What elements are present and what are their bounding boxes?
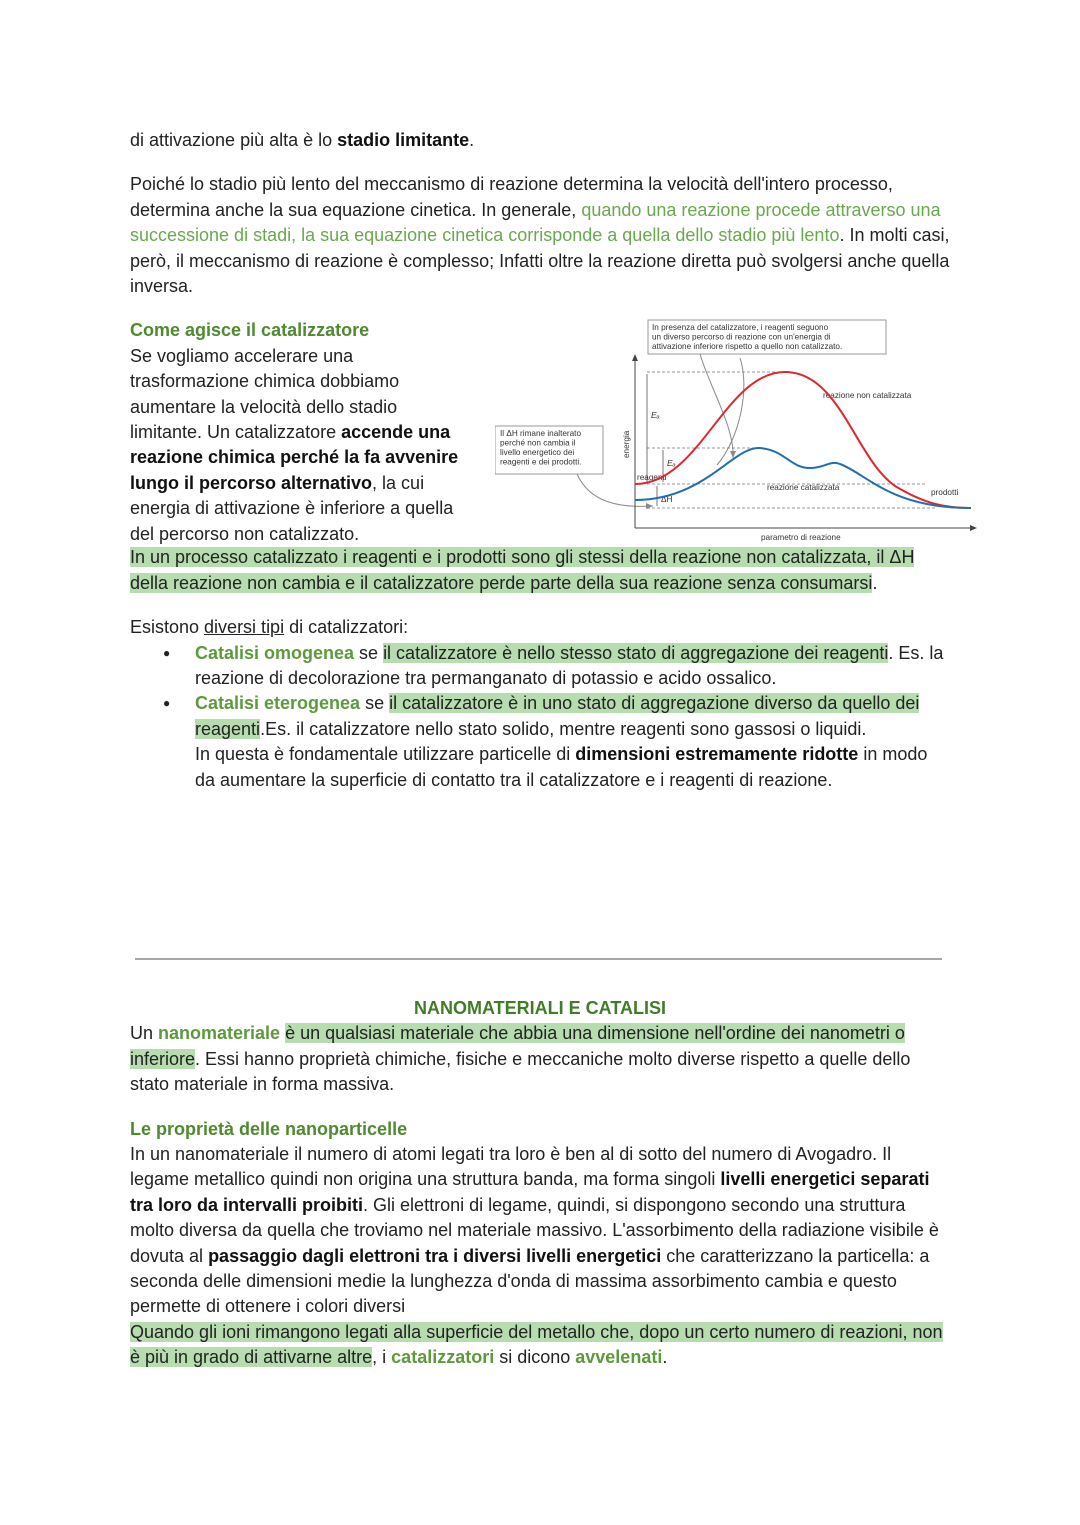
text: , i	[372, 1347, 392, 1368]
ea2-label: Eₐ	[667, 458, 676, 469]
paragraph-rate-equation	[130, 172, 950, 299]
section-title-nanomaterials: NANOMATERIALI E CATALISI	[414, 998, 666, 1018]
text: In un nanomateriale il numero di atomi legati tra loro è ben al di sotto del numero di Avogadro. Il legame metallico quindi non origina una struttura banda, ma forma singoli	[130, 1144, 892, 1190]
catalyst-section	[130, 318, 959, 563]
green-bold-text: nanomateriale	[158, 1023, 281, 1044]
highlighted-text: Quando gli ioni rimangono legati alla superficie del metallo che, dopo un certo numero di reazioni, non è più in grado di attivarne altre	[130, 1321, 943, 1368]
text: . Essi hanno proprietà chimiche, fisiche e meccaniche molto diverse rispetto a quelle dello stato materiale in forma massiva.	[130, 1048, 911, 1095]
section-heading-catalyst: Come agisce il catalizzatore	[130, 320, 370, 341]
top-note-arrow	[700, 354, 733, 458]
highlighted-text: il catalizzatore è nello stesso stato di aggregazione dei reagenti	[383, 642, 889, 663]
left-note-line-4: reagenti e dei prodotti.	[500, 457, 582, 467]
text: se	[360, 693, 390, 714]
section-heading-nanoparticle-properties: Le proprietà delle nanoparticelle	[130, 1118, 408, 1139]
left-note-line-1: Il ΔH rimane inalterato	[500, 429, 582, 439]
text: . In molti casi, però, il meccanismo di reazione è complesso; Infatti oltre la reazione diretta può svolgersi anche quella inversa.	[130, 225, 950, 297]
text: .	[469, 130, 475, 150]
green-bold-text: Catalisi omogenea	[195, 642, 355, 663]
bold-text: livelli energetici separati tra loro da intervalli proibiti	[130, 1169, 930, 1215]
text: . Es. la reazione di decolorazione tra permanganato di potassio e acido ossalico.	[195, 642, 944, 689]
paragraph-nanomaterial-definition	[130, 1021, 950, 1097]
bold-text: dimensioni estremamente ridotte	[575, 744, 859, 765]
bold-text: accende una reazione chimica perché la fa avvenire lungo il percorso alternativo	[130, 422, 459, 493]
bold-text: stadio limitante	[337, 130, 470, 150]
green-text: quando una reazione procede attraverso una successione di stadi, la sua equazione cinetica corrisponde a quella dello stadio più lento	[130, 199, 941, 246]
uncat-label: reazione non catalizzata	[823, 391, 912, 401]
text: .	[662, 1347, 668, 1368]
text: Poiché lo stadio più lento del meccanismo di reazione determina la velocità dell'intero processo, determina anche la sua equazione cinetica. In generale,	[130, 174, 893, 220]
ea-label: Eₐ	[651, 410, 660, 421]
text: .Es. il catalizzatore nello stato solido, mentre reagenti sono gassosi o liquidi.	[260, 718, 867, 739]
underlined-text: diversi tipi	[204, 617, 285, 638]
left-note-line-2: perché non cambia il	[500, 438, 576, 448]
text: Se vogliamo accelerare una trasformazione chimica dobbiamo aumentare la velocità dello stadio limitante. Un catalizzatore	[130, 345, 400, 443]
left-note-line-3: livello energetico dei	[500, 448, 575, 458]
energy-profile-diagram	[495, 318, 985, 550]
paragraph-limiting-step	[130, 128, 950, 153]
highlighted-text: In un processo catalizzato i reagenti e i prodotti sono gli stessi della reazione non catalizzata, il ΔH della reazione non cambia e il catalizzatore perde parte della sua reazione senza consumarsi	[130, 547, 915, 593]
text: , la cui energia di attivazione è inferiore a quella del percorso non catalizzato.	[130, 472, 454, 544]
horizontal-divider	[135, 958, 942, 960]
list-item-homogeneous	[195, 641, 950, 692]
prodotti-label: prodotti	[931, 488, 959, 498]
green-bold-text: catalizzatori	[391, 1347, 495, 1368]
top-note-line-3: attivazione inferiore rispetto a quello non catalizzato.	[652, 342, 843, 352]
text: .	[872, 572, 878, 593]
x-axis-label: parametro di reazione	[761, 533, 841, 543]
text: Esistono	[130, 617, 205, 638]
catalyst-paragraph	[130, 344, 460, 547]
top-note-line-2: un diverso percorso di reazione con un'energia di	[652, 332, 831, 342]
text: In questa è fondamentale utilizzare particelle di	[195, 744, 576, 765]
list-item-heterogeneous	[195, 691, 950, 793]
top-note-line-1: In presenza del catalizzatore, i reagenti seguono	[652, 323, 829, 333]
reagenti-label: reagenti	[637, 473, 667, 483]
catalyst-types-intro	[130, 615, 950, 640]
text: di catalizzatori:	[284, 617, 409, 638]
green-bold-text: Catalisi eterogenea	[195, 693, 361, 714]
text: che caratterizzano la particella: a seconda delle dimensioni medie la lunghezza d'onda di massima assorbimento cambia e questo permette di ottenere i colori diversi	[130, 1245, 930, 1317]
highlighted-text: è un qualsiasi materiale che abbia una dimensione nell'ordine dei nanometri o inferiore	[130, 1023, 905, 1069]
text: in modo da aumentare la superficie di contatto tra il catalizzatore e i reagenti di reazione.	[195, 744, 928, 790]
catalyst-types-list	[130, 641, 950, 793]
catalyst-text	[130, 318, 460, 547]
y-axis-label: energia	[622, 431, 631, 459]
y-axis-arrow	[632, 354, 638, 361]
text: se	[354, 642, 384, 663]
page-content	[130, 128, 959, 793]
top-note-arrow-2	[717, 358, 744, 465]
bold-text: passaggio dagli elettroni tra i diversi livelli energetici	[208, 1245, 662, 1266]
text: . Gli elettroni di legame, quindi, si dispongono secondo una struttura molto diversa da quella che troviamo nel materiale massivo. L'assorbimento della radiazione visibile è dovuta al	[130, 1194, 939, 1266]
text: di attivazione più alta è lo	[130, 130, 338, 150]
x-axis-arrow	[970, 525, 977, 531]
dh-label: ΔH	[661, 495, 673, 505]
cat-label: reazione catalizzata	[767, 483, 840, 493]
nanomaterials-section	[130, 996, 950, 1371]
text: Un	[130, 1023, 159, 1044]
highlighted-text: il catalizzatore è in uno stato di aggregazione diverso da quello dei reagenti	[195, 693, 920, 739]
text: si dicono	[494, 1347, 576, 1368]
green-bold-text: avvelenati	[575, 1347, 663, 1368]
paragraph-nanoparticle-properties	[130, 1142, 950, 1371]
